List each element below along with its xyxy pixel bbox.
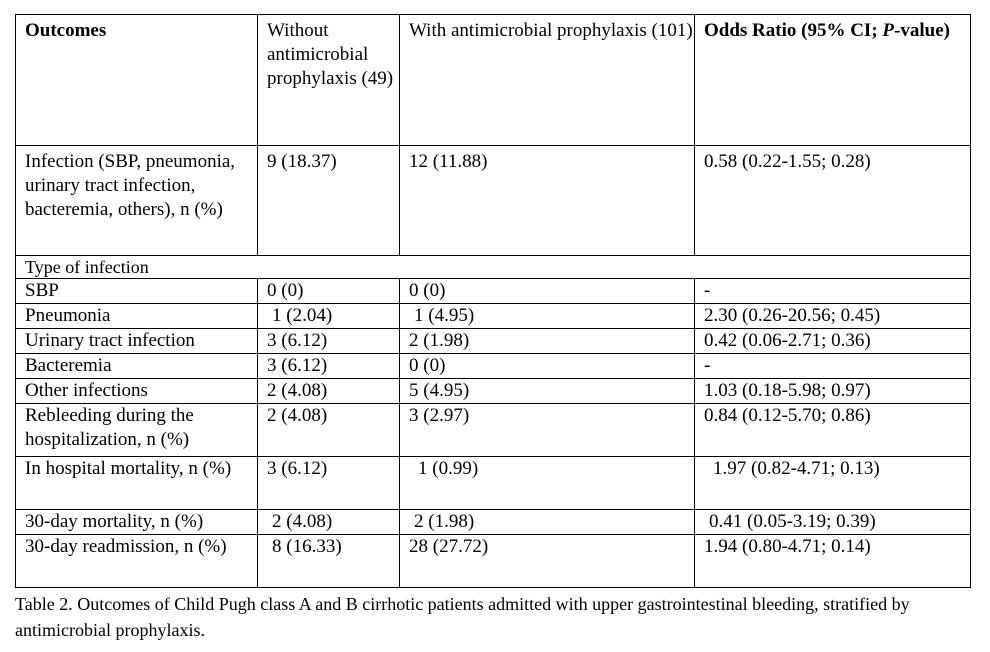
- header-or-suffix: -value): [894, 20, 950, 41]
- cell-without: 8 (16.33): [258, 535, 400, 588]
- cell-without: 9 (18.37): [258, 146, 400, 256]
- cell-outcome: Rebleeding during the hospitalization, n (%): [16, 404, 258, 457]
- header-or-prefix: Odds Ratio (95% CI;: [704, 20, 883, 41]
- table-row: [16, 404, 971, 457]
- cell-with: 1 (4.95): [400, 304, 695, 329]
- cell-with: 28 (27.72): [400, 535, 695, 588]
- header-without-prophylaxis: Without antimicrobial prophylaxis (49): [258, 15, 400, 146]
- table-row: [16, 535, 971, 588]
- cell-outcome: Urinary tract infection: [16, 329, 258, 354]
- cell-outcome: 30-day readmission, n (%): [16, 535, 258, 588]
- cell-outcome: Infection (SBP, pneumonia, urinary tract infection, bacteremia, others), n (%): [16, 146, 258, 256]
- cell-without: 2 (4.08): [258, 379, 400, 404]
- cell-outcome: Pneumonia: [16, 304, 258, 329]
- cell-or: 1.03 (0.18-5.98; 0.97): [695, 379, 971, 404]
- cell-without: 3 (6.12): [258, 457, 400, 510]
- cell-without: 2 (4.08): [258, 404, 400, 457]
- cell-outcome: SBP: [16, 279, 258, 304]
- table-caption: Table 2. Outcomes of Child Pugh class A and B cirrhotic patients admitted with upper gastrointestinal bleeding, stratified by antimicrobial prophylaxis.: [15, 594, 910, 640]
- table-row: [16, 329, 971, 354]
- table-row-infection: [16, 146, 971, 256]
- cell-without: 1 (2.04): [258, 304, 400, 329]
- cell-or: -: [695, 354, 971, 379]
- table-row-type-of-infection: [16, 256, 971, 279]
- cell-type-label: Type of infection: [16, 256, 971, 279]
- table-row: [16, 279, 971, 304]
- cell-with: 1 (0.99): [400, 457, 695, 510]
- header-or-p: P: [882, 20, 895, 41]
- header-odds-ratio: [695, 15, 971, 146]
- cell-with: 0 (0): [400, 279, 695, 304]
- cell-or: 0.42 (0.06-2.71; 0.36): [695, 329, 971, 354]
- cell-or: 2.30 (0.26-20.56; 0.45): [695, 304, 971, 329]
- cell-outcome: Bacteremia: [16, 354, 258, 379]
- cell-without: 3 (6.12): [258, 354, 400, 379]
- cell-with: 2 (1.98): [400, 329, 695, 354]
- cell-outcome: 30-day mortality, n (%): [16, 510, 258, 535]
- header-with-prophylaxis: With antimicrobial prophylaxis (101): [400, 15, 695, 146]
- cell-with: 2 (1.98): [400, 510, 695, 535]
- cell-outcome: Other infections: [16, 379, 258, 404]
- outcomes-table: [15, 14, 971, 588]
- cell-with: 12 (11.88): [400, 146, 695, 256]
- cell-or: 0.41 (0.05-3.19; 0.39): [695, 510, 971, 535]
- table-row: [16, 354, 971, 379]
- cell-or: 1.97 (0.82-4.71; 0.13): [695, 457, 971, 510]
- table-row: [16, 510, 971, 535]
- cell-or: 1.94 (0.80-4.71; 0.14): [695, 535, 971, 588]
- cell-with: 5 (4.95): [400, 379, 695, 404]
- table-row: [16, 304, 971, 329]
- cell-or: -: [695, 279, 971, 304]
- cell-or: 0.58 (0.22-1.55; 0.28): [695, 146, 971, 256]
- cell-with: 3 (2.97): [400, 404, 695, 457]
- header-row: [16, 15, 971, 146]
- table-row: [16, 457, 971, 510]
- cell-with: 0 (0): [400, 354, 695, 379]
- cell-without: 0 (0): [258, 279, 400, 304]
- cell-without: 2 (4.08): [258, 510, 400, 535]
- cell-or: 0.84 (0.12-5.70; 0.86): [695, 404, 971, 457]
- header-outcomes: Outcomes: [16, 15, 258, 146]
- cell-without: 3 (6.12): [258, 329, 400, 354]
- table-row: [16, 379, 971, 404]
- cell-outcome: In hospital mortality, n (%): [16, 457, 258, 510]
